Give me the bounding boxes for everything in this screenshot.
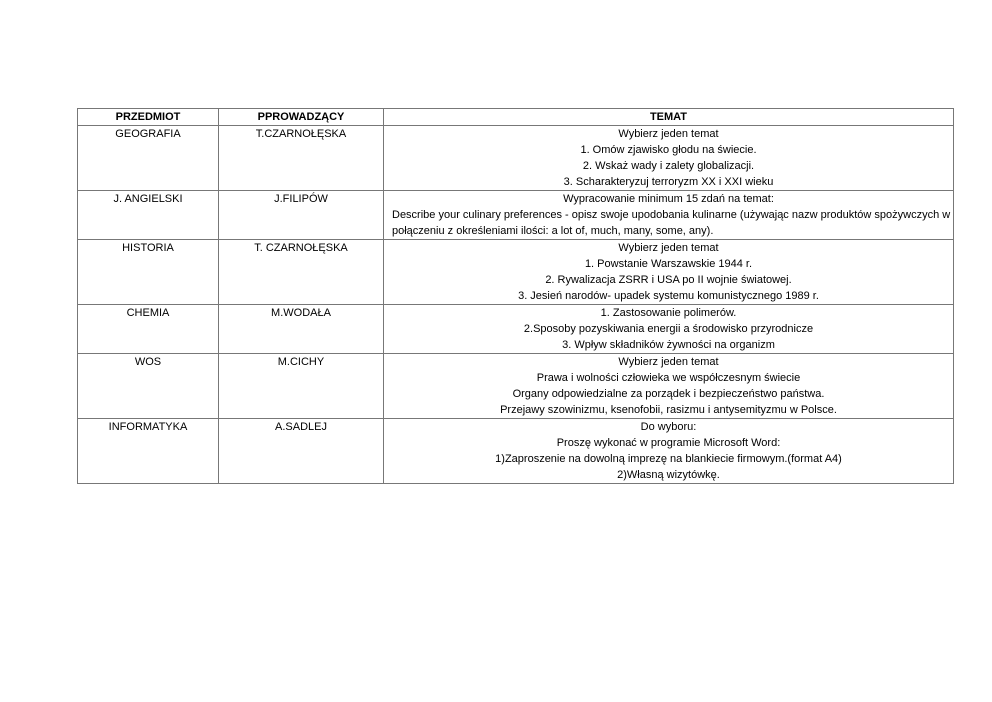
table-row xyxy=(78,191,954,240)
table-row xyxy=(78,240,954,305)
topic-line: 2. Wskaż wady i zalety globalizacji. xyxy=(582,160,755,172)
table-row xyxy=(78,305,954,354)
subject-cell: J. ANGIELSKI xyxy=(78,191,219,240)
topics-table xyxy=(77,108,954,484)
topic-line: Describe your culinary preferences - opisz swoje upodobania kulinarne (używając nazw produktów spożywczych w połączeniu z określeniami ilości: a lot of, much, many, some, any). xyxy=(392,209,951,237)
topic-cell xyxy=(384,126,954,191)
topic-line: 1)Zaproszenie na dowolną imprezę na blankiecie firmowym.(format A4) xyxy=(495,453,842,465)
topic-line: 3. Scharakteryzuj terroryzm XX i XXI wieku xyxy=(563,176,774,188)
table-row xyxy=(78,419,954,484)
topic-line: 2)Własną wizytówkę. xyxy=(617,469,720,481)
subject-cell: WOS xyxy=(78,354,219,419)
subject-cell: HISTORIA xyxy=(78,240,219,305)
topic-line: 2.Sposoby pozyskiwania energii a środowisko przyrodnicze xyxy=(523,323,814,335)
topic-line: Proszę wykonać w programie Microsoft Word: xyxy=(556,437,781,449)
topic-cell xyxy=(384,191,954,240)
topic-cell xyxy=(384,240,954,305)
header-subject: PRZEDMIOT xyxy=(78,109,219,126)
topic-line: 1. Powstanie Warszawskie 1944 r. xyxy=(584,258,753,270)
topic-line: 2. Rywalizacja ZSRR i USA po II wojnie światowej. xyxy=(545,274,792,286)
table-row xyxy=(78,354,954,419)
header-topic: TEMAT xyxy=(384,109,954,126)
teacher-cell: M.WODAŁA xyxy=(219,305,384,354)
subject-cell: INFORMATYKA xyxy=(78,419,219,484)
subject-cell: GEOGRAFIA xyxy=(78,126,219,191)
topic-cell xyxy=(384,305,954,354)
teacher-cell: T.CZARNOŁĘSKA xyxy=(219,126,384,191)
topic-line: Do wyboru: xyxy=(640,421,697,433)
topic-line: 3. Wpływ składników żywności na organizm xyxy=(562,339,775,351)
topic-line: Wybierz jeden temat xyxy=(618,128,719,140)
topic-line: Wybierz jeden temat xyxy=(618,356,719,368)
teacher-cell: J.FILIPÓW xyxy=(219,191,384,240)
topic-line: 3. Jesień narodów- upadek systemu komunistycznego 1989 r. xyxy=(518,290,819,302)
topic-line: 1. Omów zjawisko głodu na świecie. xyxy=(580,144,757,156)
topic-line: Przejawy szowinizmu, ksenofobii, rasizmu i antysemityzmu w Polsce. xyxy=(500,404,837,416)
topic-line: Wypracowanie minimum 15 zdań na temat: xyxy=(563,193,774,205)
topic-line: Wybierz jeden temat xyxy=(618,242,719,254)
topic-cell xyxy=(384,419,954,484)
header-row xyxy=(78,109,954,126)
table-row xyxy=(78,126,954,191)
teacher-cell: M.CICHY xyxy=(219,354,384,419)
topic-line: 1. Zastosowanie polimerów. xyxy=(600,307,737,319)
teacher-cell: T. CZARNOŁĘSKA xyxy=(219,240,384,305)
topic-cell xyxy=(384,354,954,419)
topic-line: Organy odpowiedzialne za porządek i bezpieczeństwo państwa. xyxy=(512,388,825,400)
topic-line: Prawa i wolności człowieka we współczesnym świecie xyxy=(536,372,801,384)
teacher-cell: A.SADLEJ xyxy=(219,419,384,484)
subject-cell: CHEMIA xyxy=(78,305,219,354)
header-teacher: PPROWADZĄCY xyxy=(219,109,384,126)
